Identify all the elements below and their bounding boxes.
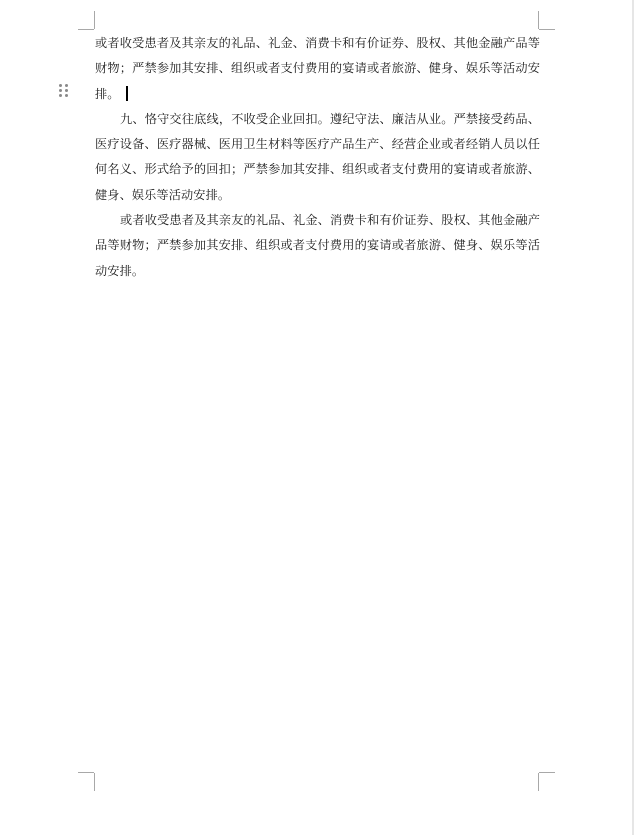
- drag-handle-icon[interactable]: [59, 84, 69, 98]
- paragraph-2-text: 九、恪守交往底线，不收受企业回扣。遵纪守法、廉洁从业。严禁接受药品、医疗设备、医疗器械、医用卫生材料等医疗产品生产、经营企业或者经销人员以任何名义、形式给予的回扣；严禁参加其安排、组织或者支付费用的宴请或者旅游、健身、娱乐等活动安排。: [95, 111, 540, 202]
- crop-mark-top-left-h: [78, 29, 94, 30]
- paragraph-3-text: 或者收受患者及其亲友的礼品、礼金、消费卡和有价证券、股权、其他金融产品等财物；严禁参加其安排、组织或者支付费用的宴请或者旅游、健身、娱乐等活动安排。: [95, 213, 540, 278]
- crop-mark-top-right-h: [539, 29, 555, 30]
- crop-mark-bottom-left-v: [94, 773, 95, 791]
- crop-mark-bottom-right-v: [538, 773, 539, 791]
- paragraph-1-text: 或者收受患者及其亲友的礼品、礼金、消费卡和有价证券、股权、其他金融产品等财物；严禁参加其安排、组织或者支付费用的宴请或者旅游、健身、娱乐等活动安排。: [95, 36, 540, 101]
- text-cursor: [126, 86, 128, 101]
- paragraph-2[interactable]: [95, 107, 540, 208]
- crop-mark-bottom-left-h: [78, 772, 94, 773]
- paragraph-3[interactable]: [95, 208, 540, 284]
- paragraph-1[interactable]: [95, 31, 540, 107]
- document-body[interactable]: [95, 31, 540, 284]
- crop-mark-top-left-v: [94, 11, 95, 29]
- crop-mark-top-right-v: [538, 11, 539, 29]
- crop-mark-bottom-right-h: [539, 772, 555, 773]
